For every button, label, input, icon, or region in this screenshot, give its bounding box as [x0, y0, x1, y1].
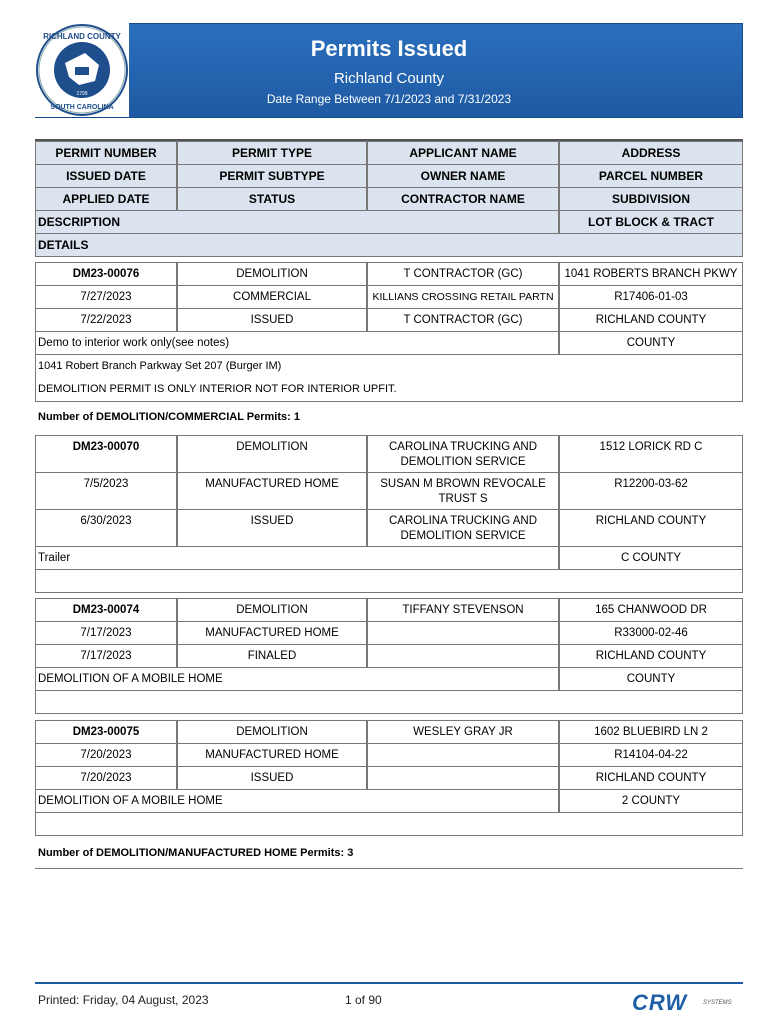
col-applicant-name: APPLICANT NAME — [367, 141, 559, 165]
address: 1041 ROBERTS BRANCH PKWY — [559, 262, 743, 286]
col-address: ADDRESS — [559, 141, 743, 165]
summary-rule — [35, 868, 743, 869]
issued-date: 7/17/2023 — [35, 621, 177, 645]
subdivision: RICHLAND COUNTY — [559, 644, 743, 668]
col-status: STATUS — [177, 187, 367, 211]
address: 1512 LORICK RD C — [559, 435, 743, 473]
permit-type: DEMOLITION — [177, 262, 367, 286]
col-applied-date: APPLIED DATE — [35, 187, 177, 211]
report-title: Permits Issued — [310, 36, 468, 61]
description: DEMOLITION OF A MOBILE HOME — [35, 789, 559, 813]
seal-top-text: RICHLAND COUNTY — [43, 32, 121, 41]
details-box — [35, 354, 743, 402]
col-permit-type: PERMIT TYPE — [177, 141, 367, 165]
col-parcel-number: PARCEL NUMBER — [559, 164, 743, 188]
issued-date: 7/20/2023 — [35, 743, 177, 767]
crw-logo: CRW — [632, 990, 688, 1015]
col-lot-block-tract: LOT BLOCK & TRACT — [559, 210, 743, 234]
description: Trailer — [35, 546, 559, 570]
parcel-number: R33000-02-46 — [559, 621, 743, 645]
details-box — [35, 812, 743, 836]
lot-block-tract: COUNTY — [559, 331, 743, 355]
subdivision: RICHLAND COUNTY — [559, 509, 743, 547]
col-issued-date: ISSUED DATE — [35, 164, 177, 188]
permit-number: DM23-00074 — [35, 598, 177, 622]
lot-block-tract: 2 COUNTY — [559, 789, 743, 813]
permit-number: DM23-00075 — [35, 720, 177, 744]
status: FINALED — [177, 644, 367, 668]
details-box — [35, 690, 743, 714]
applied-date: 7/22/2023 — [35, 308, 177, 332]
parcel-number: R12200-03-62 — [559, 472, 743, 510]
applicant-name: TIFFANY STEVENSON — [367, 598, 559, 622]
applied-date: 6/30/2023 — [35, 509, 177, 547]
lot-block-tract: C COUNTY — [559, 546, 743, 570]
parcel-number: R14104-04-22 — [559, 743, 743, 767]
report-banner — [35, 23, 743, 118]
owner-name — [367, 621, 559, 645]
details-box — [35, 569, 743, 593]
lot-block-tract: COUNTY — [559, 667, 743, 691]
summary-commercial: Number of DEMOLITION/COMMERCIAL Permits: 1 — [38, 411, 300, 423]
contractor-name — [367, 644, 559, 668]
permit-type: DEMOLITION — [177, 720, 367, 744]
issued-date: 7/27/2023 — [35, 285, 177, 309]
description: DEMOLITION OF A MOBILE HOME — [35, 667, 559, 691]
county-name: Richland County — [333, 70, 445, 87]
contractor-name: CAROLINA TRUCKING AND DEMOLITION SERVICE — [367, 509, 559, 547]
subdivision: RICHLAND COUNTY — [559, 308, 743, 332]
permit-subtype: MANUFACTURED HOME — [177, 621, 367, 645]
col-permit-subtype: PERMIT SUBTYPE — [177, 164, 367, 188]
date-range: Date Range Between 7/1/2023 and 7/31/2023 — [266, 92, 512, 106]
col-contractor-name: CONTRACTOR NAME — [367, 187, 559, 211]
crw-logo-sub: SYSTEMS — [703, 1000, 732, 1006]
permit-type: DEMOLITION — [177, 435, 367, 473]
permit-subtype: MANUFACTURED HOME — [177, 743, 367, 767]
status: ISSUED — [177, 509, 367, 547]
applicant-name: T CONTRACTOR (GC) — [367, 262, 559, 286]
col-details: DETAILS — [35, 233, 743, 257]
parcel-number: R17406-01-03 — [559, 285, 743, 309]
details-line: DEMOLITION PERMIT IS ONLY INTERIOR NOT FOR INTERIOR UPFIT. — [38, 383, 397, 395]
county-seal-logo — [35, 23, 129, 117]
printed-date: Printed: Friday, 04 August, 2023 — [38, 993, 209, 1007]
page-number: 1 of 90 — [345, 993, 382, 1007]
status: ISSUED — [177, 766, 367, 790]
permit-number: DM23-00076 — [35, 262, 177, 286]
details-line: 1041 Robert Branch Parkway Set 207 (Burger IM) — [38, 360, 282, 372]
col-description: DESCRIPTION — [35, 210, 559, 234]
permit-type: DEMOLITION — [177, 598, 367, 622]
col-owner-name: OWNER NAME — [367, 164, 559, 188]
subdivision: RICHLAND COUNTY — [559, 766, 743, 790]
permit-subtype: COMMERCIAL — [177, 285, 367, 309]
address: 1602 BLUEBIRD LN 2 — [559, 720, 743, 744]
seal-bottom-text: SOUTH CAROLINA — [50, 104, 114, 111]
applicant-name: WESLEY GRAY JR — [367, 720, 559, 744]
applied-date: 7/17/2023 — [35, 644, 177, 668]
seal-year: 1799 — [76, 91, 88, 97]
applied-date: 7/20/2023 — [35, 766, 177, 790]
permit-subtype: MANUFACTURED HOME — [177, 472, 367, 510]
contractor-name — [367, 766, 559, 790]
description: Demo to interior work only(see notes) — [35, 331, 559, 355]
permit-number: DM23-00070 — [35, 435, 177, 473]
applicant-name: CAROLINA TRUCKING AND DEMOLITION SERVICE — [367, 435, 559, 473]
seal-icon — [35, 23, 129, 117]
col-subdivision: SUBDIVISION — [559, 187, 743, 211]
address: 165 CHANWOOD DR — [559, 598, 743, 622]
owner-name: SUSAN M BROWN REVOCALE TRUST S — [367, 472, 559, 510]
contractor-name: T CONTRACTOR (GC) — [367, 308, 559, 332]
footer-rule — [35, 982, 743, 984]
col-permit-number: PERMIT NUMBER — [35, 141, 177, 165]
owner-name: KILLIANS CROSSING RETAIL PARTN — [367, 285, 559, 309]
owner-name — [367, 743, 559, 767]
summary-manufactured: Number of DEMOLITION/MANUFACTURED HOME Permits: 3 — [38, 847, 354, 859]
issued-date: 7/5/2023 — [35, 472, 177, 510]
status: ISSUED — [177, 308, 367, 332]
